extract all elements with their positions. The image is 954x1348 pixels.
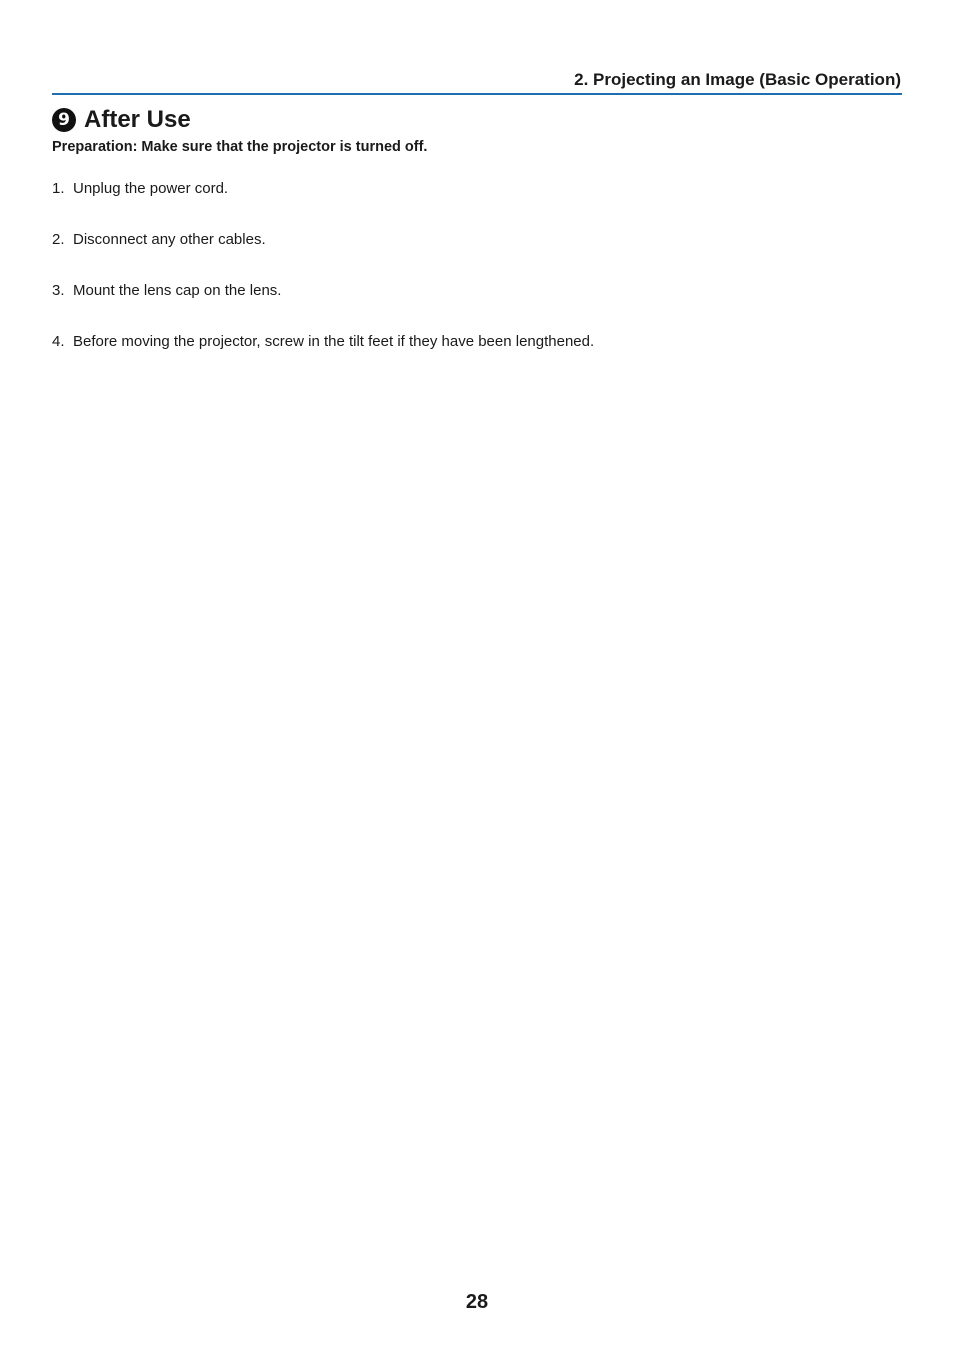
header-divider [52, 93, 902, 95]
step-text: Before moving the projector, screw in the tilt feet if they have been lengthened. [73, 333, 595, 350]
list-item [52, 333, 594, 384]
list-item [52, 282, 594, 333]
list-item [52, 180, 594, 231]
step-text: Disconnect any other cables. [73, 231, 266, 248]
list-item [52, 231, 594, 282]
step-number: 3. [52, 282, 65, 299]
step-number: 1. [52, 180, 65, 197]
step-text: Mount the lens cap on the lens. [73, 282, 282, 299]
step-number-badge: 9 [52, 108, 76, 132]
step-number: 2. [52, 231, 65, 248]
chapter-title: 2. Projecting an Image (Basic Operation) [574, 70, 901, 89]
section-title: After Use [84, 106, 191, 133]
preparation-note: Preparation: Make sure that the projector is turned off. [52, 139, 428, 155]
page-number: 28 [465, 1291, 489, 1313]
step-text: Unplug the power cord. [73, 180, 229, 197]
step-number: 4. [52, 333, 65, 350]
steps-list [52, 180, 594, 384]
section-heading [52, 105, 191, 135]
